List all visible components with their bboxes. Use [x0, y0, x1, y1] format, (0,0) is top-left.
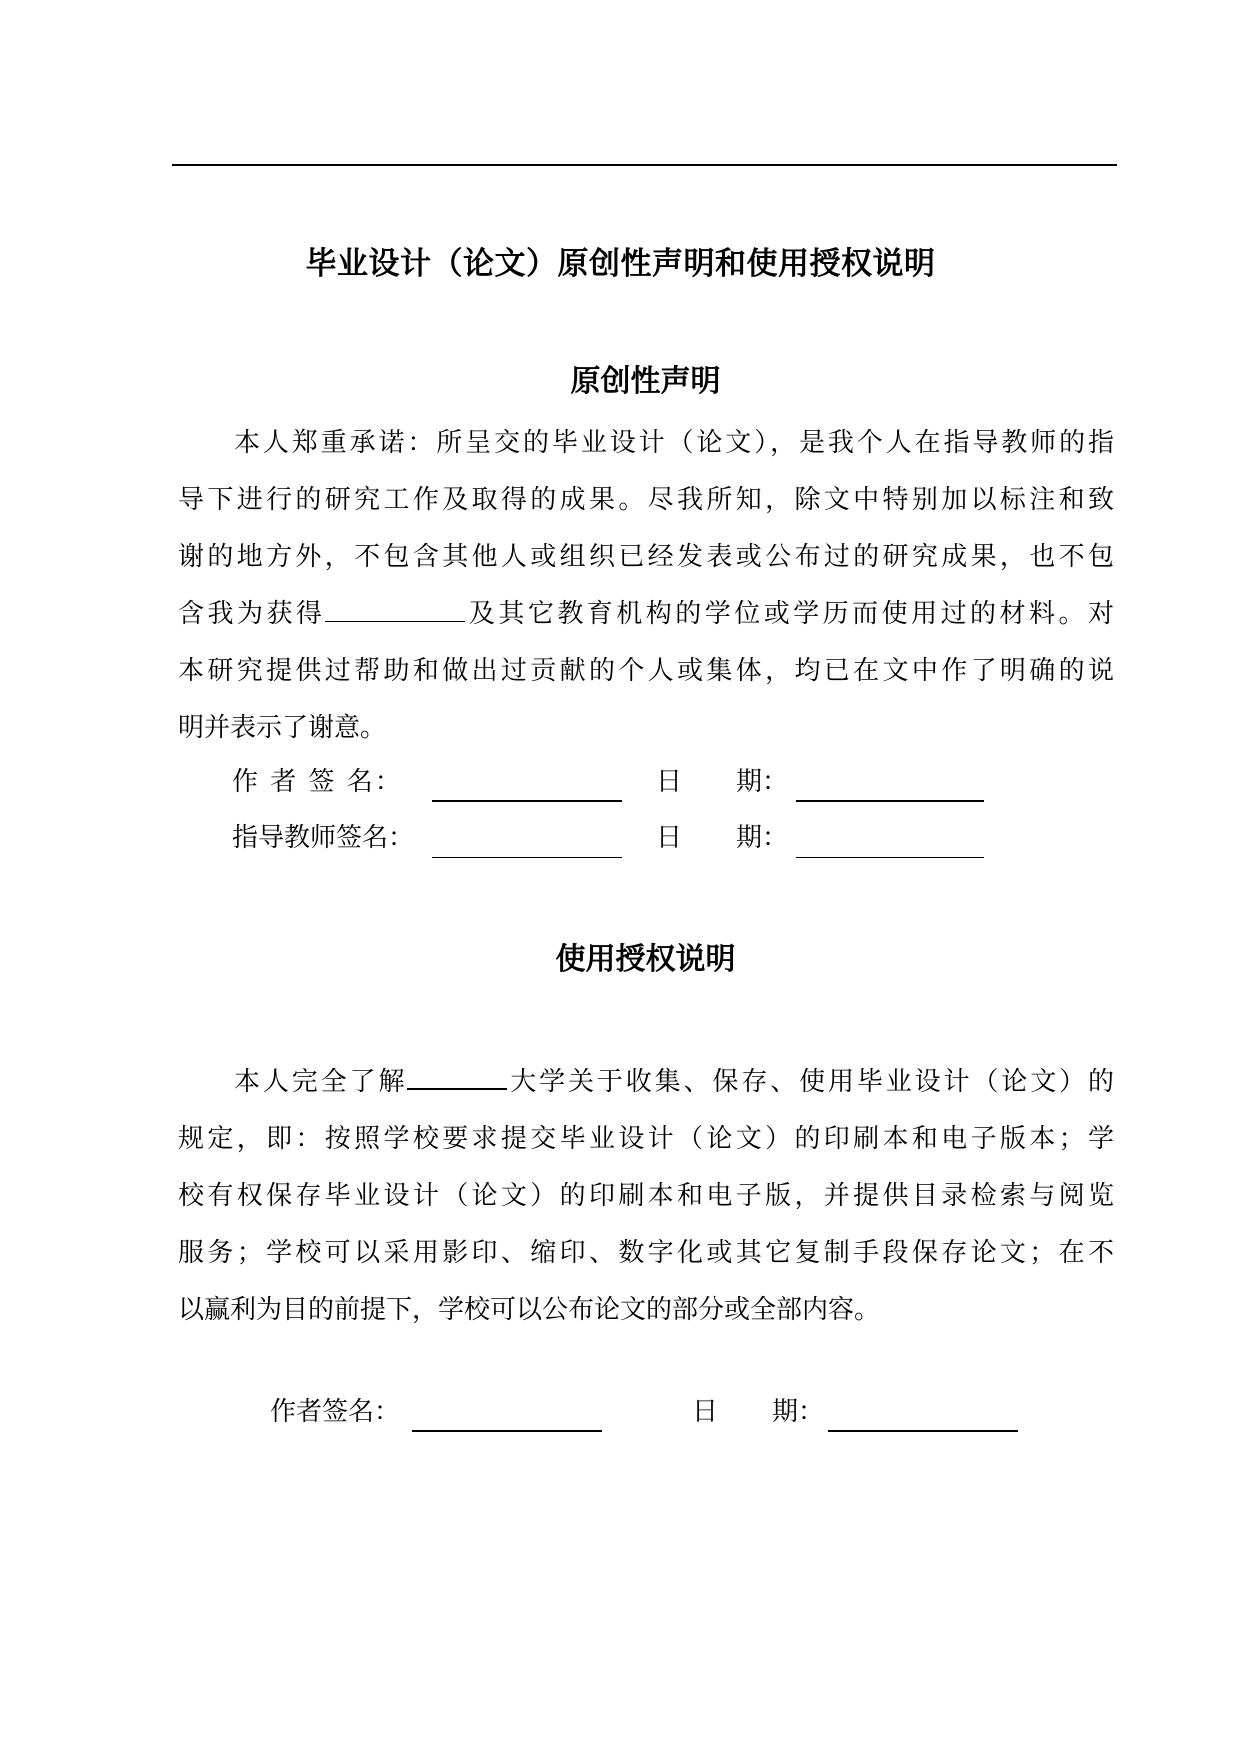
author-date-field[interactable] — [796, 770, 984, 802]
authorization-signature-field[interactable] — [412, 1400, 602, 1432]
authorization-line-part: 大学关于收集、保存、使用毕业设计（论文）的 — [507, 1067, 1114, 1097]
authorization-paragraph — [178, 1054, 1114, 1339]
advisor-signature-row — [232, 818, 984, 858]
authorization-signature-label: 作者签名： — [270, 1397, 401, 1427]
authorization-line — [178, 1054, 1114, 1111]
originality-line — [178, 586, 1114, 643]
originality-line: 本人郑重承诺：所呈交的毕业设计（论文），是我个人在指导教师的指 — [234, 428, 1114, 458]
originality-paragraph — [178, 415, 1114, 757]
advisor-signature-label: 指导教师签名： — [232, 823, 415, 853]
date-label: 期： — [736, 767, 789, 797]
originality-line-part: 含我为获得 — [178, 599, 326, 629]
date-label: 日 — [656, 823, 683, 853]
degree-blank[interactable] — [325, 593, 465, 622]
author-signature-row — [232, 762, 984, 802]
author-signature-field[interactable] — [432, 770, 622, 802]
authorization-signature-row — [270, 1392, 1018, 1432]
authorization-heading: 使用授权说明 — [555, 942, 736, 977]
author-signature-label: 作 者 签 名： — [232, 767, 403, 797]
authorization-line: 以赢利为目的前提下，学校可以公布论文的部分或全部内容。 — [178, 1295, 881, 1325]
date-label: 日 — [692, 1397, 719, 1427]
originality-heading: 原创性声明 — [570, 364, 721, 399]
originality-line: 明并表示了谢意。 — [178, 713, 387, 743]
authorization-line: 服务；学校可以采用影印、缩印、数字化或其它复制手段保存论文；在不 — [178, 1238, 1114, 1268]
university-blank[interactable] — [407, 1060, 507, 1090]
authorization-date-field[interactable] — [828, 1400, 1018, 1432]
authorization-line: 规定，即：按照学校要求提交毕业设计（论文）的印刷本和电子版本；学 — [178, 1124, 1114, 1154]
authorization-line: 校有权保存毕业设计（论文）的印刷本和电子版，并提供目录检索与阅览 — [178, 1181, 1114, 1211]
advisor-date-field[interactable] — [796, 827, 984, 858]
authorization-line-part: 本人完全了解 — [234, 1067, 408, 1097]
header-rule — [172, 164, 1117, 166]
originality-line: 谢的地方外，不包含其他人或组织已经发表或公布过的研究成果，也不包 — [178, 542, 1114, 572]
date-label: 期： — [772, 1397, 825, 1427]
date-label: 日 — [656, 767, 683, 797]
originality-line-part: 及其它教育机构的学位或学历而使用过的材料。对 — [465, 599, 1114, 629]
originality-line: 导下进行的研究工作及取得的成果。尽我所知，除文中特别加以标注和致 — [178, 485, 1114, 515]
originality-line: 本研究提供过帮助和做出过贡献的个人或集体，均已在文中作了明确的说 — [178, 656, 1114, 686]
page-title: 毕业设计（论文）原创性声明和使用授权说明 — [305, 246, 936, 282]
date-label: 期： — [736, 823, 789, 853]
advisor-signature-field[interactable] — [432, 827, 622, 858]
